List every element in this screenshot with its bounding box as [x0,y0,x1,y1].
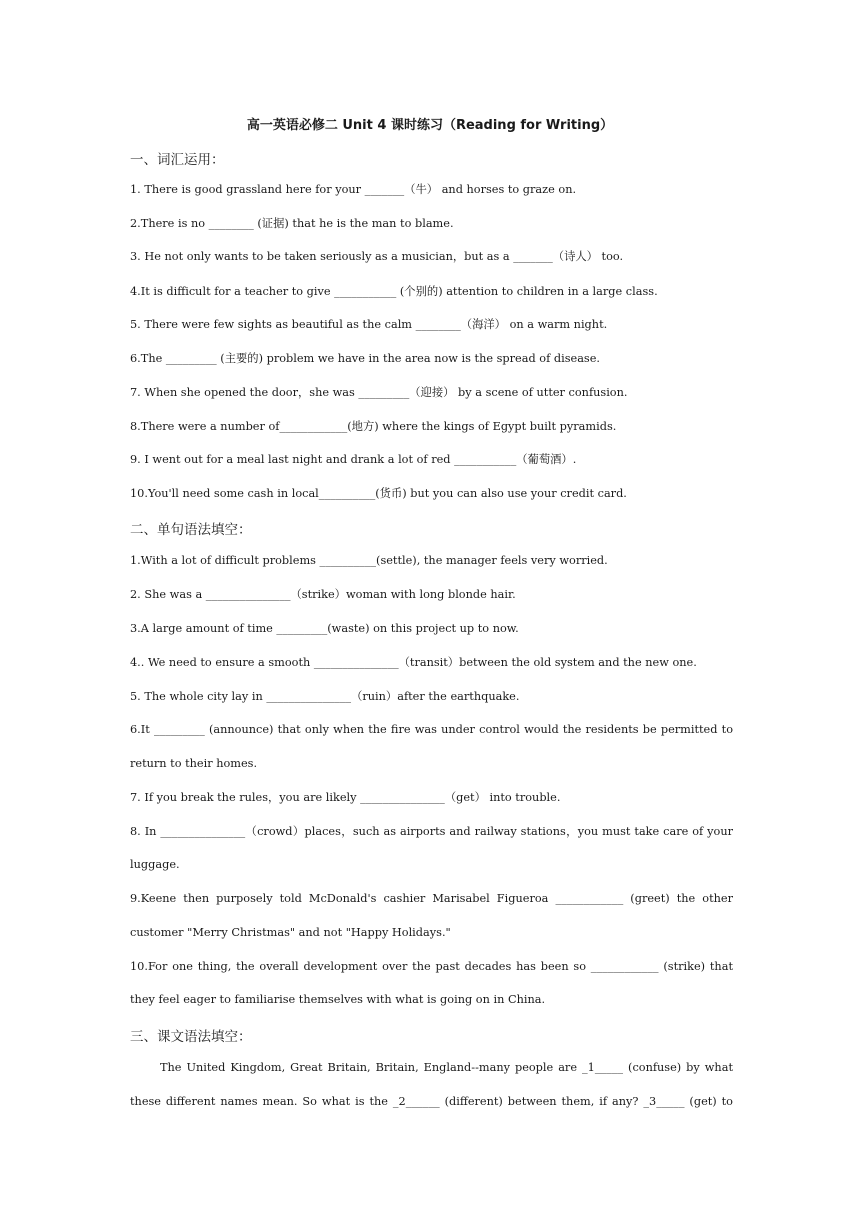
vocab-item-5: 5. There were few sights as beautiful as the calm ________（海洋） on a warm night. [130,318,608,331]
vocab-item-7: 7. When she opened the door，she was _________（迎接） by a scene of utter confusion. [130,386,628,399]
grammar-item-4: 4.. We need to ensure a smooth _______________（transit）between the old system and the new one. [130,656,697,669]
section-heading-passage: 三、课文语法填空： [130,1029,252,1045]
grammar-item-5: 5. The whole city lay in _______________（ruin）after the earthquake. [130,690,520,703]
passage-line-2: these different names mean. So what is the _2______ (different) between them, if any? _3_____ (get) to [130,1095,733,1108]
grammar-item-6-line-1: 6.It _________ (announce) that only when the fire was under control would the residents be permitted to [130,723,733,736]
vocab-item-9: 9. I went out for a meal last night and drank a lot of red ___________（葡萄酒）. [130,453,577,466]
grammar-item-1: 1.With a lot of difficult problems __________(settle), the manager feels very worried. [130,554,608,567]
grammar-item-9-line-2: customer "Merry Christmas" and not "Happy Holidays." [130,926,451,939]
page-title: 高一英语必修二 Unit 4 课时练习（Reading for Writing） [246,118,614,133]
vocab-item-6: 6.The _________ (主要的) problem we have in the area now is the spread of disease. [130,352,601,365]
grammar-item-8-line-1: 8. In _______________（crowd）places，such as airports and railway stations，you must take care of your [130,825,733,838]
vocab-item-1: 1. There is good grassland here for your _______（牛） and horses to graze on. [130,183,577,196]
grammar-item-10-line-2: they feel eager to familiarise themselves with what is going on in China. [130,993,546,1006]
vocab-item-10: 10.You'll need some cash in local__________(货币) but you can also use your credit card. [130,487,627,500]
grammar-item-7: 7. If you break the rules，you are likely _______________（get） into trouble. [130,791,561,804]
grammar-item-2: 2. She was a _______________（strike）woman with long blonde hair. [130,588,516,601]
section-heading-grammar: 二、单句语法填空： [130,522,252,538]
passage-line-1: The United Kingdom, Great Britain, Britain, England--many people are _1_____ (confuse) by what [160,1061,733,1074]
grammar-item-10-line-1: 10.For one thing, the overall development over the past decades has been so ____________ (strike) that [130,960,733,973]
vocab-item-2: 2.There is no ________ (证据) that he is the man to blame. [130,217,454,230]
grammar-item-9-line-1: 9.Keene then purposely told McDonald's cashier Marisabel Figueroa ____________ (greet) the other [130,892,733,905]
grammar-item-3: 3.A large amount of time _________(waste) on this project up to now. [130,622,519,635]
section-heading-vocabulary: 一、词汇运用： [130,152,225,168]
grammar-item-6-line-2: return to their homes. [130,757,258,770]
vocab-item-3: 3. He not only wants to be taken seriously as a musician，but as a _______（诗人） too. [130,250,624,263]
grammar-item-8-line-2: luggage. [130,858,180,871]
vocab-item-8: 8.There were a number of____________(地方) where the kings of Egypt built pyramids. [130,420,617,433]
vocab-item-4: 4.It is difficult for a teacher to give ___________ (个别的) attention to children in a large class. [130,285,658,298]
